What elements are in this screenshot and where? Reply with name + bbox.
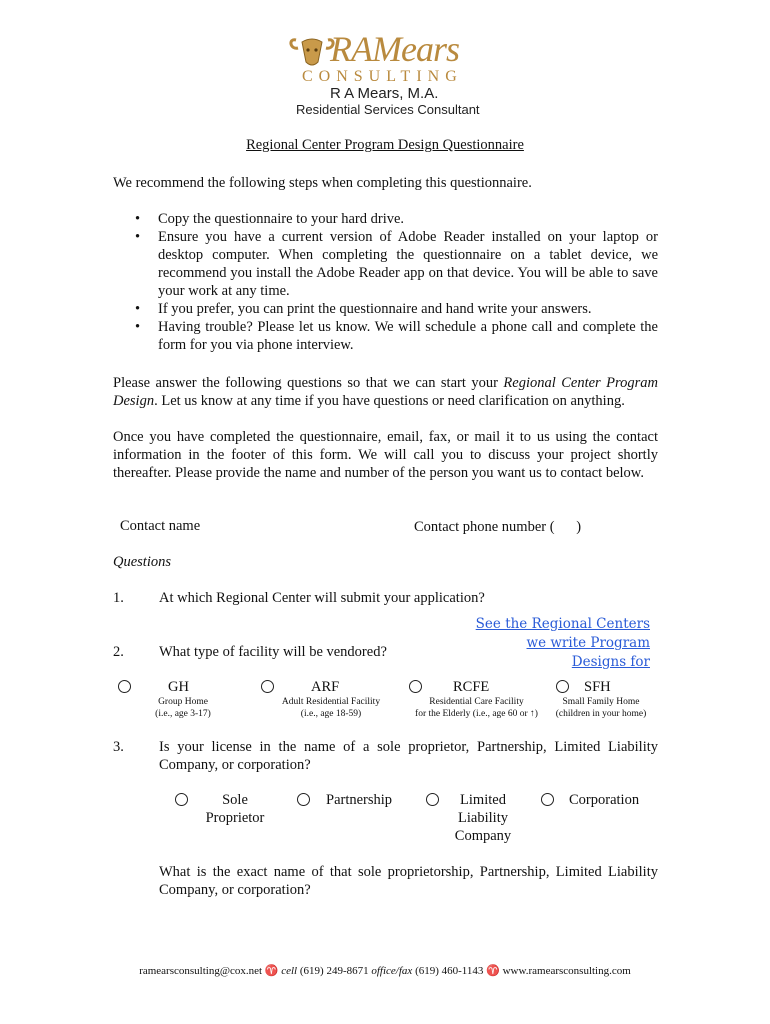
ram-icon: ♈ — [264, 965, 279, 977]
regional-centers-link[interactable]: See the Regional Centers we write Program Designs for — [475, 616, 650, 670]
page-title: Regional Center Program Design Questionnaire — [246, 137, 524, 153]
radio-button[interactable] — [261, 680, 274, 693]
radio-button[interactable] — [409, 680, 422, 693]
q3-text: Is your license in the name of a sole proprietor, Partnership, Limited Liability Company, or corporation? — [159, 739, 658, 773]
q1-number: 1. — [113, 590, 124, 606]
ram-icon: ♈ — [486, 965, 500, 977]
intro-text: We recommend the following steps when completing this questionnaire. — [113, 175, 532, 191]
contact-name-label[interactable]: Contact name — [120, 518, 201, 534]
radio-button[interactable] — [118, 680, 131, 693]
footer-email[interactable]: ramearsconsulting@cox.net — [139, 965, 263, 977]
radio-button[interactable] — [175, 793, 188, 806]
logo-subtitle: CONSULTING — [302, 68, 463, 85]
questions-heading: Questions — [113, 554, 171, 570]
q3-number: 3. — [113, 739, 124, 755]
q3-followup-text: What is the exact name of that sole proprietorship, Partnership, Limited Liability Company, or corporation? — [159, 864, 658, 898]
q2-number: 2. — [113, 644, 124, 660]
consultant-name: R A Mears, M.A. — [330, 85, 439, 102]
consultant-role: Residential Services Consultant — [296, 102, 480, 117]
instructions-paragraph: Please answer the following questions so that we can start your Regional Center Program Design. Let us know at any time if you have questions or need clarification on anything. — [113, 375, 658, 409]
ram-head-icon — [288, 32, 336, 72]
footer-website[interactable]: www.ramearsconsulting.com — [502, 965, 631, 977]
logo — [288, 30, 488, 115]
list-item: • Ensure you have a current version of Adobe Reader installed on your laptop or desktop computer. When completing the questionnaire on a tablet device, we recommend you install the Adobe Reader app on that device. You will be able to save your work at any time. — [113, 228, 658, 300]
steps-list — [113, 210, 658, 354]
contact-paragraph: Once you have completed the questionnaire, email, fax, or mail it to us using the contact information in the footer of this form. We will call you to discuss your project shortly thereafter. Please provide the name and number of the person you want us to contact below. — [113, 429, 658, 481]
radio-button[interactable] — [556, 680, 569, 693]
footer-cell: (619) 249-8671 — [299, 965, 369, 977]
list-item: • Having trouble? Please let us know. We will schedule a phone call and complete the form for you via phone interview. — [113, 318, 658, 354]
footer-fax: (619) 460-1143 — [415, 965, 484, 977]
list-item: • If you prefer, you can print the questionnaire and hand write your answers. — [113, 300, 658, 318]
logo-wordmark: RAMears — [330, 29, 459, 69]
contact-phone-label[interactable]: Contact phone number ( ) — [414, 519, 582, 535]
radio-button[interactable] — [426, 793, 439, 806]
radio-button[interactable] — [541, 793, 554, 806]
radio-button[interactable] — [297, 793, 310, 806]
q2-text: What type of facility will be vendored? — [159, 644, 387, 660]
q1-text: At which Regional Center will submit your application? — [159, 590, 485, 606]
list-item: • Copy the questionnaire to your hard drive. — [113, 210, 658, 228]
footer: ramearsconsulting@cox.net ♈ cell (619) 249-8671 office/fax (619) 460-1143 ♈ www.ramearsconsulting.com — [139, 965, 631, 977]
